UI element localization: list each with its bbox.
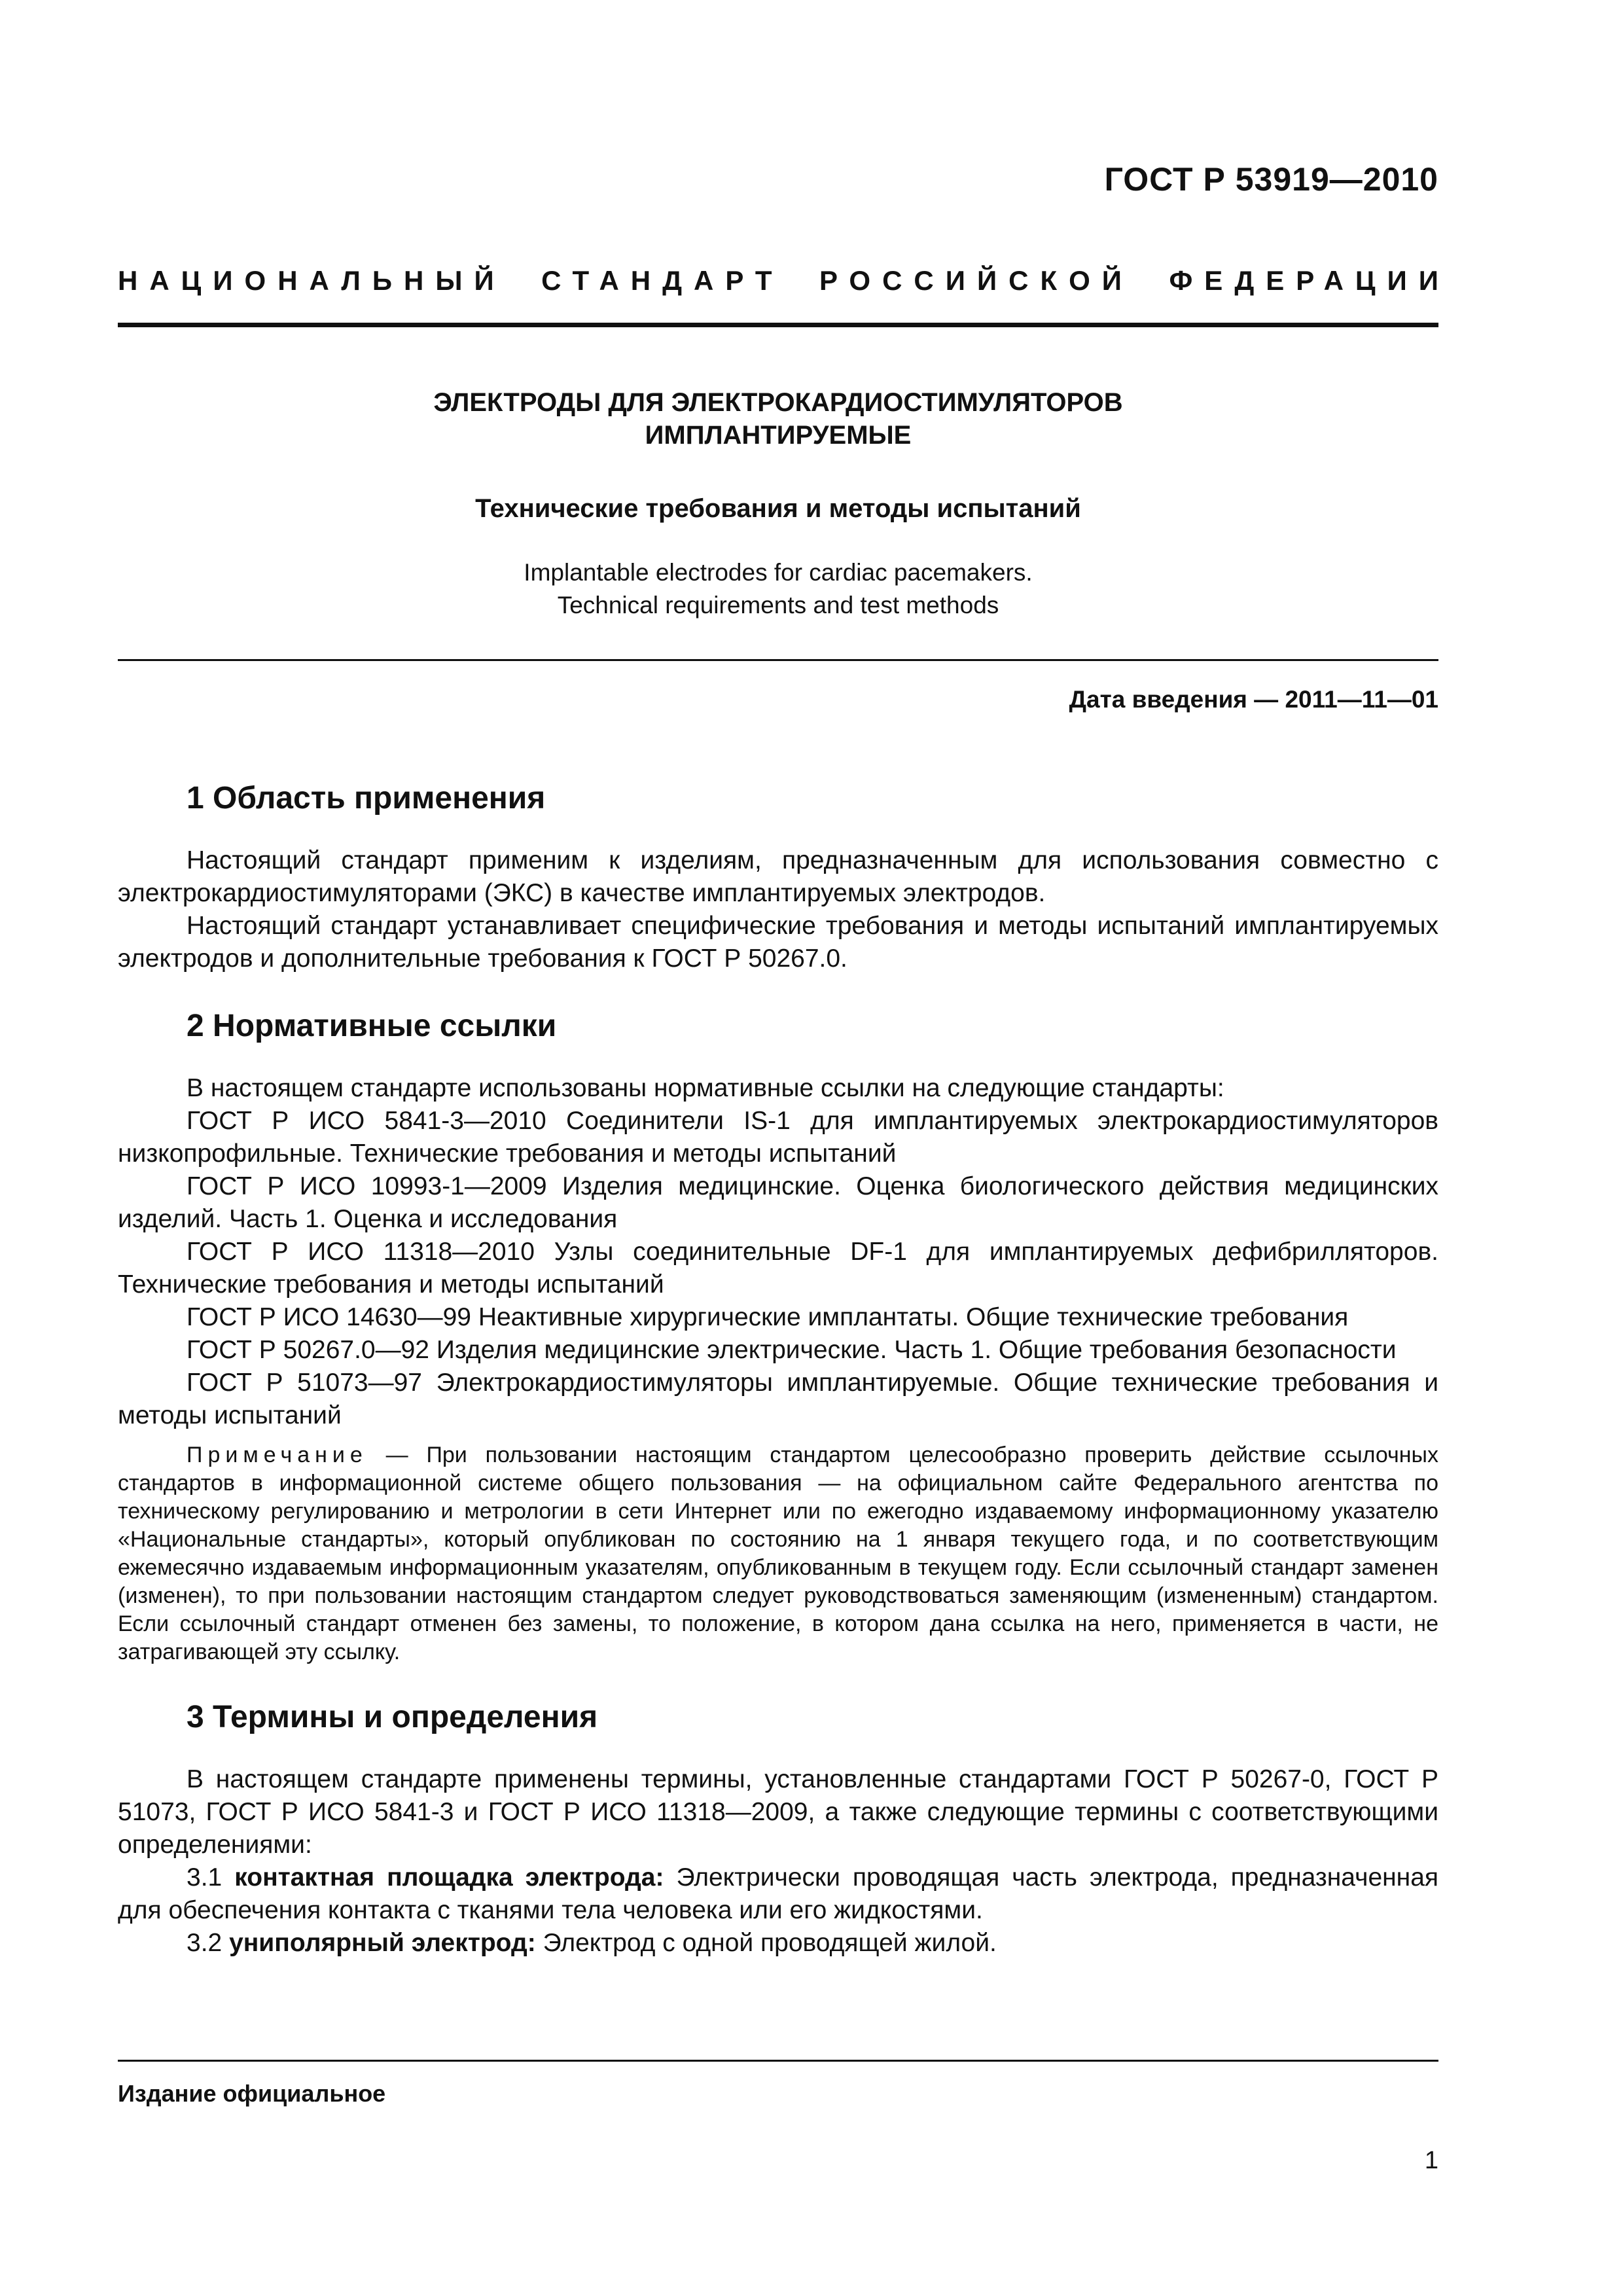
- note-text: — При пользовании настоящим стандартом целесообразно проверить действие ссылочных стандартов в информационной системе общего пользования — на официальном сайте Федерального агентства по техническому регулированию и метрологии в сети Интернет или по ежегодно издаваемому информационному указателю «Национальные стандарты», который опубликован по состоянию на 1 января текущего года, и по соответствующим ежемесячно издаваемым информационным указателям, опубликованным в текущем году. Если ссылочный стандарт заменен (изменен), то при пользовании настоящим стандартом следует руководствоваться заменяющим (измененным) стандартом. Если ссылочный стандарт отменен без замены, то положение, в котором дана ссылка на него, применяется в части, не затрагивающей эту ссылку.: [118, 1443, 1438, 1664]
- gost-number: ГОСТ Р 53919—2010: [1104, 161, 1438, 198]
- term-definition: [118, 1927, 1438, 1960]
- normative-reference: ГОСТ Р ИСО 10993-1—2009 Изделия медицинские. Оценка биологического действия медицинских изделий. Часть 1. Оценка и исследования: [118, 1172, 1438, 1233]
- english-title-line: Implantable electrodes for cardiac pacemakers.: [524, 559, 1033, 586]
- national-standard-word: ФЕДЕРАЦИИ: [1169, 265, 1450, 296]
- normative-reference: ГОСТ Р ИСО 14630—99 Неактивные хирургические имплантаты. Общие технические требования: [187, 1303, 1349, 1331]
- national-standard-title: [118, 265, 1450, 296]
- term-name: контактная площадка электрода:: [234, 1863, 664, 1892]
- page-number: 1: [1424, 2147, 1438, 2174]
- normative-reference: ГОСТ Р ИСО 11318—2010 Узлы соединительные DF-1 для имплантируемых дефибрилляторов. Технические требования и методы испытаний: [118, 1238, 1438, 1299]
- national-standard-word: НАЦИОНАЛЬНЫЙ: [118, 265, 506, 296]
- term-number: 3.1: [187, 1863, 223, 1892]
- term-text: Электрически проводящая часть электрода, предназначенная для обеспечения контакта с тканями тела человека или его жидкостями.: [118, 1863, 1439, 1924]
- header-rule: [118, 323, 1438, 327]
- national-standard-word: РОССИЙСКОЙ: [819, 265, 1133, 296]
- note: [118, 1441, 1438, 1666]
- title-line: ЭЛЕКТРОДЫ ДЛЯ ЭЛЕКТРОКАРДИОСТИМУЛЯТОРОВ: [433, 388, 1123, 417]
- section-heading: 2 Нормативные ссылки: [187, 1009, 557, 1043]
- normative-reference: ГОСТ Р 51073—97 Электрокардиостимуляторы имплантируемые. Общие технические требования и методы испытаний: [118, 1369, 1438, 1429]
- section-heading: 3 Термины и определения: [187, 1700, 598, 1734]
- document-subtitle: Технические требования и методы испытаний: [475, 494, 1081, 523]
- note-label: Примечание: [187, 1443, 368, 1467]
- title-line: ИМПЛАНТИРУЕМЫЕ: [645, 421, 912, 450]
- normative-reference: ГОСТ Р ИСО 5841-3—2010 Соединители IS-1 для имплантируемых электрокардиостимуляторов низкопрофильные. Технические требования и методы испытаний: [118, 1107, 1438, 1168]
- english-title-line: Technical requirements and test methods: [557, 592, 999, 619]
- section-heading: 1 Область применения: [187, 781, 546, 816]
- term-number: 3.2: [187, 1929, 223, 1957]
- official-edition-label: Издание официальное: [118, 2080, 386, 2107]
- introduction-date: Дата введения — 2011—11—01: [1069, 686, 1438, 713]
- term-definition: [118, 1861, 1438, 1927]
- english-title: [118, 556, 1438, 622]
- paragraph: Настоящий стандарт устанавливает специфические требования и методы испытаний имплантируемых электродов и дополнительные требования к ГОСТ Р 50267.0.: [118, 912, 1438, 973]
- term-text: Электрод с одной проводящей жилой.: [543, 1929, 997, 1957]
- term-name: униполярный электрод:: [229, 1929, 536, 1957]
- paragraph: В настоящем стандарте применены термины, установленные стандартами ГОСТ Р 50267-0, ГОСТ Р 51073, ГОСТ Р ИСО 5841-3 и ГОСТ Р ИСО 11318—2009, а также следующие термины с соответствующими определениями:: [118, 1765, 1438, 1859]
- document-body: [118, 779, 1438, 1960]
- paragraph: Настоящий стандарт применим к изделиям, предназначенным для использования совместно с электрокардиостимуляторами (ЭКС) в качестве имплантируемых электродов.: [118, 846, 1438, 907]
- title-rule: [118, 659, 1438, 661]
- national-standard-word: СТАНДАРТ: [541, 265, 784, 296]
- normative-reference: ГОСТ Р 50267.0—92 Изделия медицинские электрические. Часть 1. Общие требования безопасности: [187, 1336, 1397, 1364]
- document-title: [118, 386, 1438, 452]
- paragraph: В настоящем стандарте использованы нормативные ссылки на следующие стандарты:: [187, 1074, 1224, 1102]
- footer-rule: [118, 2060, 1438, 2062]
